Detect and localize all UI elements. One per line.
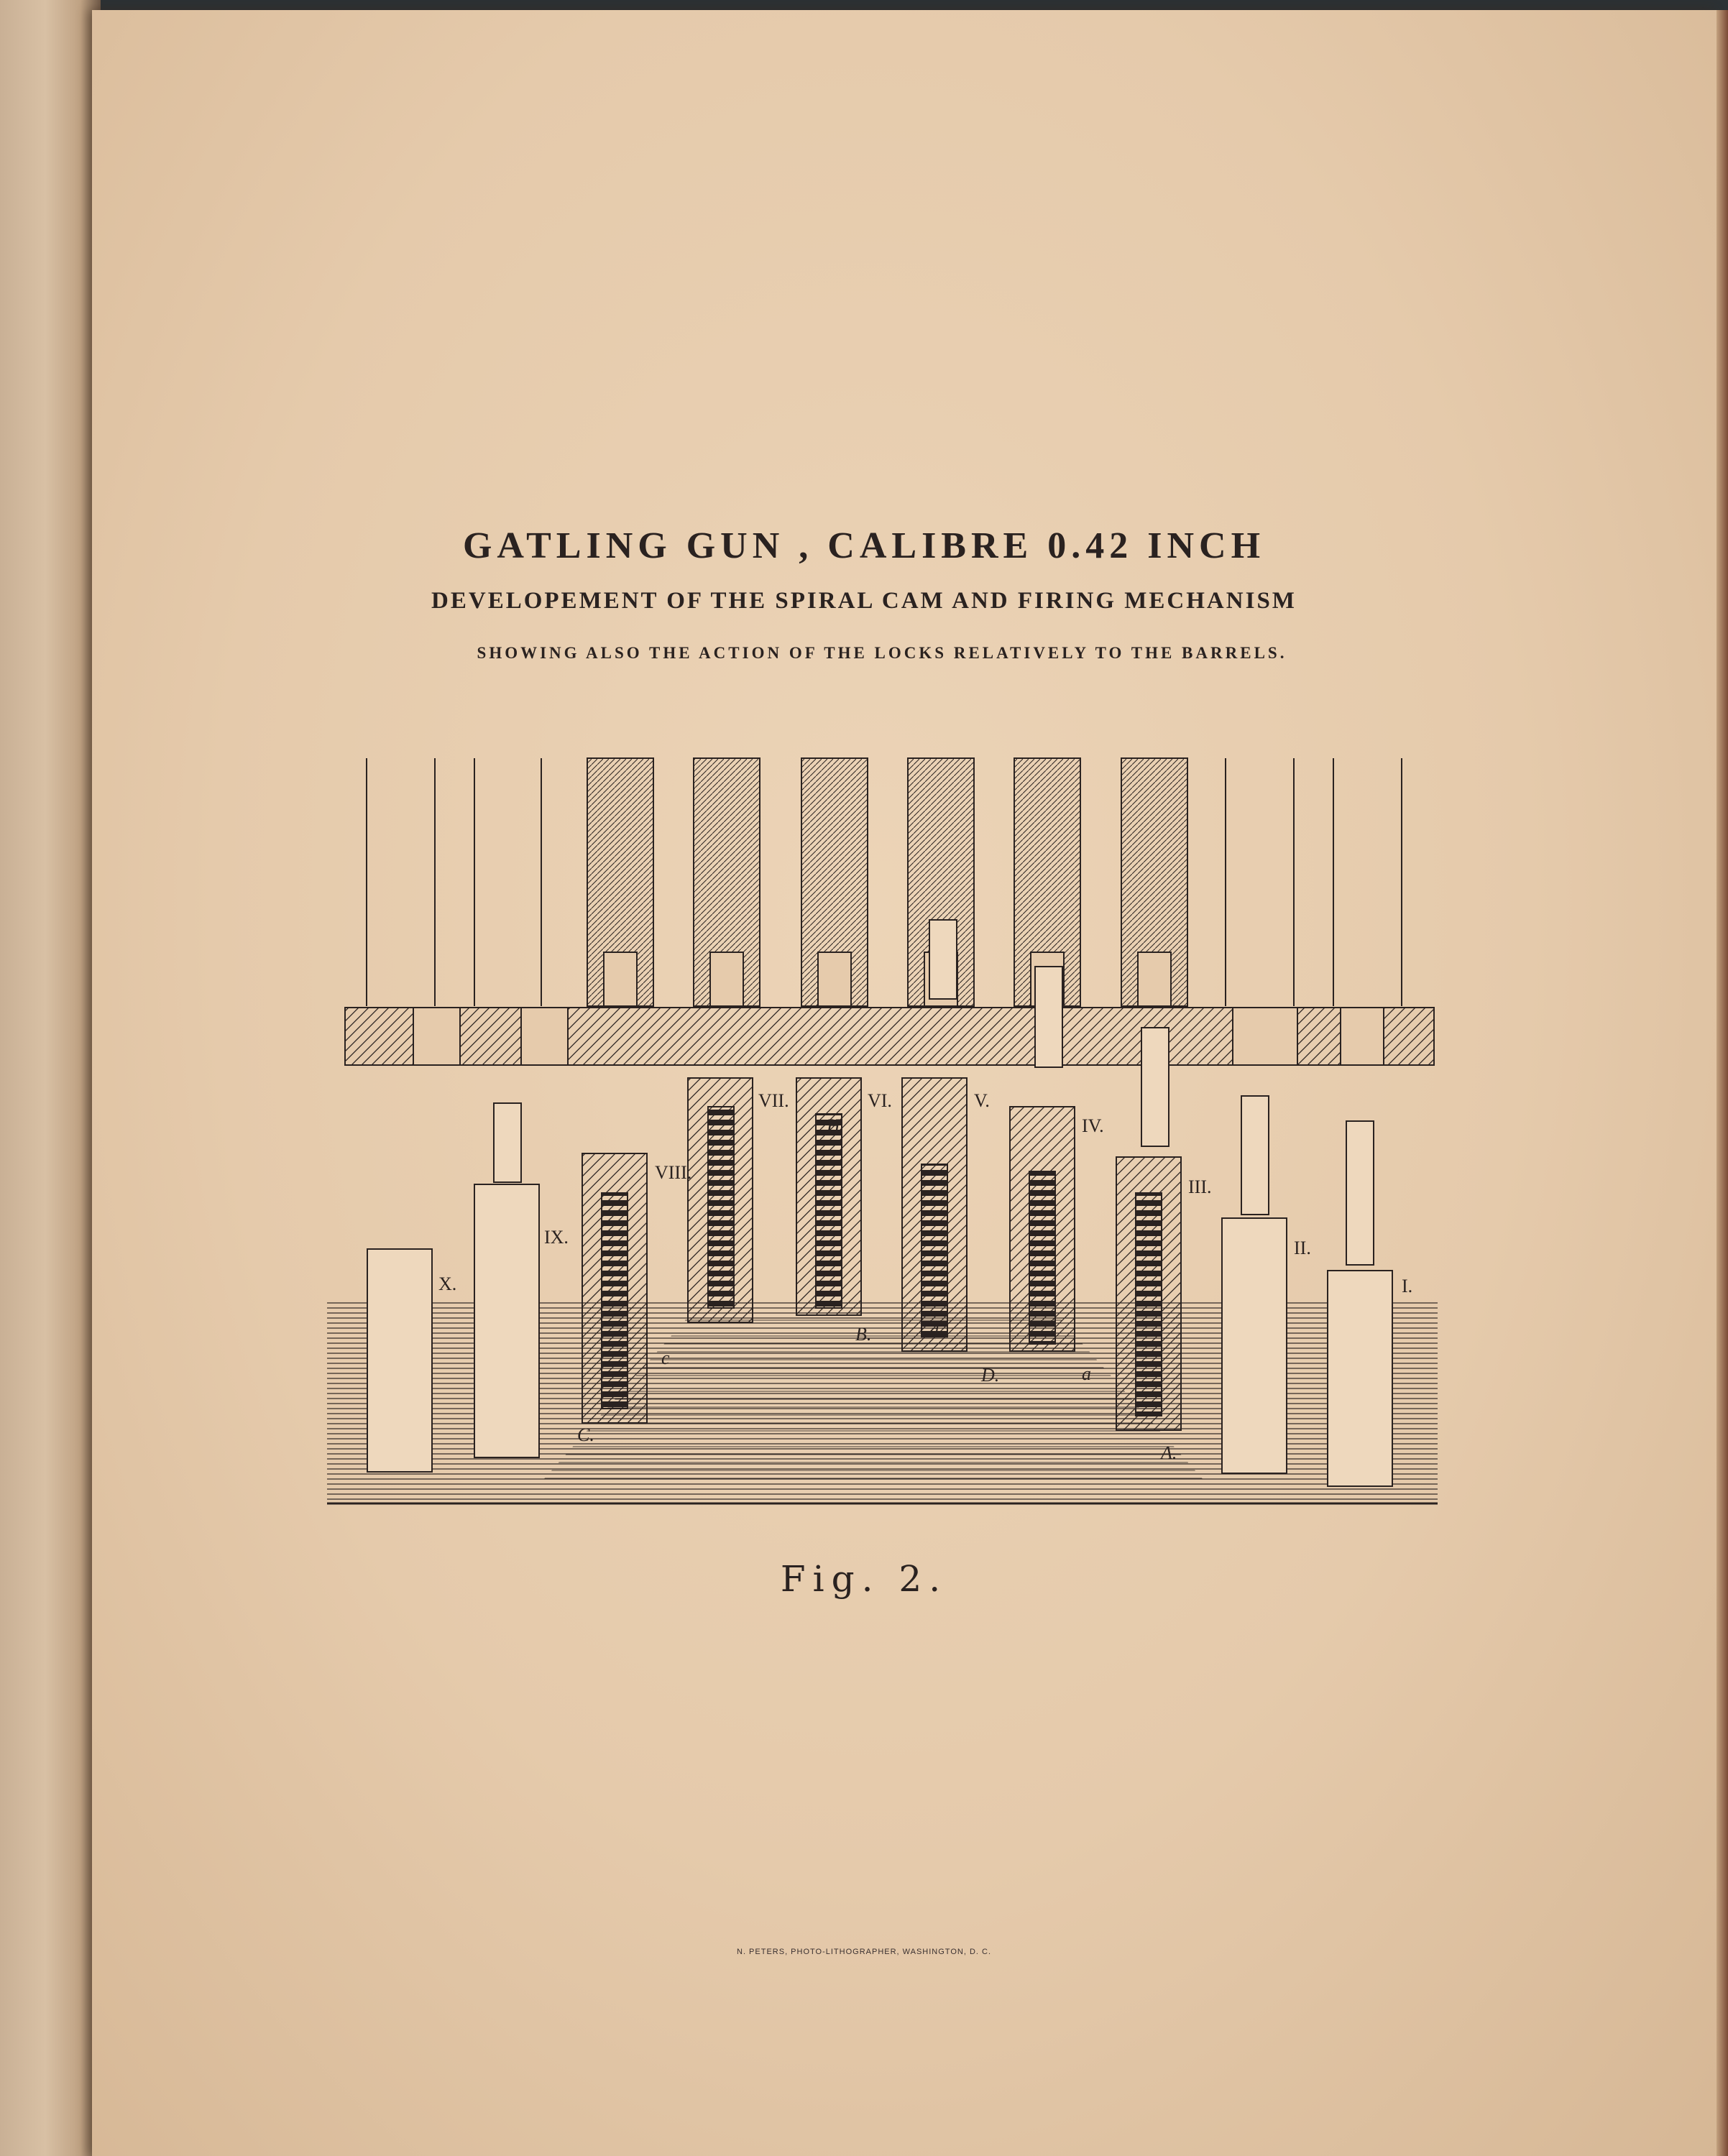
page-subsubtitle: SHOWING ALSO THE ACTION OF THE LOCKS RELATIVELY TO THE BARRELS. [477, 644, 1287, 662]
svg-text:V.: V. [974, 1090, 990, 1111]
page-title: GATLING GUN , CALIBRE 0.42 INCH [462, 525, 1266, 566]
svg-text:a: a [1082, 1363, 1091, 1384]
svg-text:II.: II. [1294, 1238, 1311, 1258]
svg-text:H: H [827, 1115, 840, 1136]
svg-text:c: c [661, 1348, 670, 1368]
svg-text:VI.: VI. [868, 1090, 892, 1111]
page-subtitle: DEVELOPEMENT OF THE SPIRAL CAM AND FIRING MECHANISM [431, 588, 1297, 614]
svg-text:D.: D. [981, 1365, 1000, 1386]
svg-text:IX.: IX. [544, 1227, 569, 1248]
svg-text:III.: III. [1188, 1176, 1212, 1197]
svg-text:X.: X. [438, 1273, 457, 1294]
svg-text:VII.: VII. [758, 1090, 789, 1111]
svg-text:C.: C. [577, 1424, 594, 1445]
svg-text:I.: I. [1402, 1276, 1413, 1296]
left-page-edge [0, 0, 101, 2156]
figure-caption: Fig. 2. [780, 1558, 948, 1600]
svg-text:VIII.: VIII. [655, 1162, 692, 1183]
printer-imprint: N. PETERS, PHOTO-LITHOGRAPHER, WASHINGTON, D. C. [737, 1948, 991, 1956]
right-page-edge [1716, 10, 1728, 2156]
svg-text:IV.: IV. [1082, 1115, 1104, 1136]
barrels [367, 758, 1402, 1006]
svg-text:A.: A. [1161, 1442, 1177, 1463]
breech-plate [345, 1008, 1434, 1065]
gatling-mechanism-figure [327, 747, 1448, 1560]
svg-text:d: d [929, 1320, 939, 1341]
svg-text:B.: B. [855, 1324, 872, 1345]
